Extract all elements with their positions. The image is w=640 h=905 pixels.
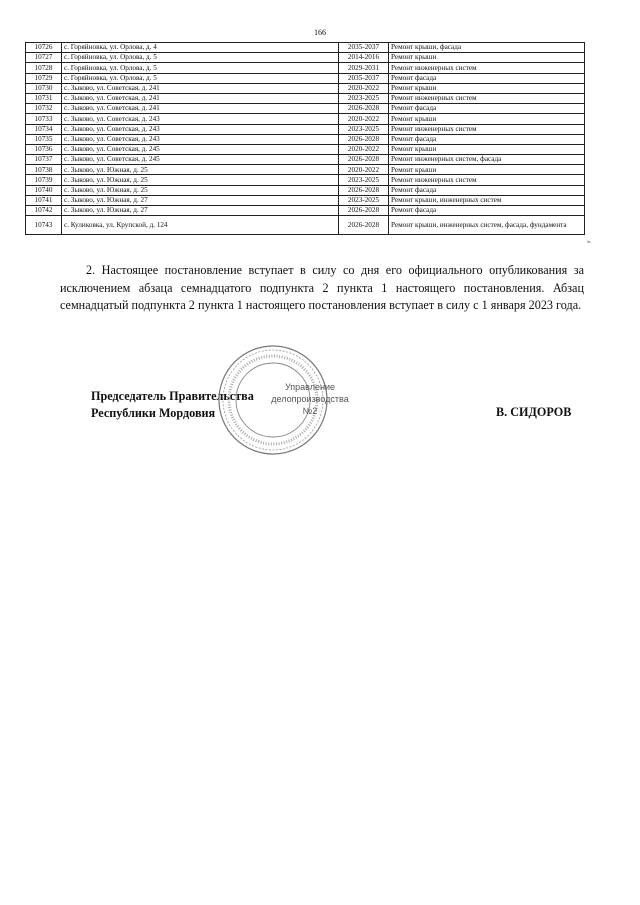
row-address: с. Зыково, ул. Южная, д. 27 — [62, 206, 339, 216]
row-work: Ремонт инженерных систем, фасада — [389, 155, 585, 165]
table-row — [26, 185, 585, 195]
table-row — [26, 216, 585, 235]
row-work: Ремонт фасада — [389, 206, 585, 216]
row-address: с. Зыково, ул. Южная, д. 25 — [62, 165, 339, 175]
row-years: 2026-2028 — [339, 155, 389, 165]
table-row — [26, 165, 585, 175]
row-number: 10736 — [26, 144, 62, 154]
signature-title-line-2: Республики Мордовия — [91, 406, 216, 420]
row-work: Ремонт фасада — [389, 134, 585, 144]
row-work: Ремонт инженерных систем — [389, 63, 585, 73]
row-years: 2020-2022 — [339, 114, 389, 124]
row-address: с. Зыково, ул. Советская, д. 243 — [62, 124, 339, 134]
row-work: Ремонт инженерных систем — [389, 175, 585, 185]
row-work: Ремонт фасада — [389, 185, 585, 195]
table-row — [26, 63, 585, 73]
row-number: 10743 — [26, 216, 62, 235]
row-years: 2023-2025 — [339, 195, 389, 205]
table-row — [26, 73, 585, 83]
row-years: 2023-2025 — [339, 93, 389, 103]
row-address: с. Зыково, ул. Советская, д. 245 — [62, 155, 339, 165]
row-years: 2029-2031 — [339, 63, 389, 73]
table-row — [26, 144, 585, 154]
row-address: с. Зыково, ул. Советская, д. 243 — [62, 114, 339, 124]
row-number: 10741 — [26, 195, 62, 205]
row-years: 2026-2028 — [339, 206, 389, 216]
stamp-text-line-2: делопроизводства — [271, 394, 349, 404]
row-number: 10732 — [26, 104, 62, 114]
row-years: 2023-2025 — [339, 175, 389, 185]
row-work: Ремонт крыши — [389, 53, 585, 63]
table-row — [26, 175, 585, 185]
table-row — [26, 206, 585, 216]
table-row — [26, 134, 585, 144]
row-number: 10728 — [26, 63, 62, 73]
row-number: 10740 — [26, 185, 62, 195]
row-years: 2020-2022 — [339, 165, 389, 175]
row-work: Ремонт крыши — [389, 165, 585, 175]
row-work: Ремонт крыши — [389, 83, 585, 93]
row-address: с. Горяйновка, ул. Орлова, д. 5 — [62, 53, 339, 63]
table-row — [26, 93, 585, 103]
row-work: Ремонт крыши — [389, 144, 585, 154]
table-row — [26, 114, 585, 124]
row-address: с. Горяйновка, ул. Орлова, д. 4 — [62, 43, 339, 53]
row-address: с. Зыково, ул. Южная, д. 25 — [62, 175, 339, 185]
row-number: 10739 — [26, 175, 62, 185]
row-number: 10735 — [26, 134, 62, 144]
row-number: 10737 — [26, 155, 62, 165]
page-number: 166 — [314, 28, 326, 37]
row-work: Ремонт инженерных систем — [389, 124, 585, 134]
row-years: 2026-2028 — [339, 185, 389, 195]
row-address: с. Зыково, ул. Советская, д. 241 — [62, 83, 339, 93]
table-row — [26, 124, 585, 134]
table-row — [26, 43, 585, 53]
signature-title-line-1: Председатель Правительства — [91, 389, 254, 403]
registry-table-body — [26, 43, 585, 235]
row-years: 2035-2037 — [339, 43, 389, 53]
row-work: Ремонт крыши, фасада — [389, 43, 585, 53]
row-number: 10726 — [26, 43, 62, 53]
registry-table — [25, 42, 585, 235]
row-work: Ремонт фасада — [389, 104, 585, 114]
table-closing-quote: ». — [587, 239, 592, 245]
stamp-text-line-3: №2 — [302, 406, 318, 416]
stamp-text-line-1: Управление — [284, 382, 336, 392]
table-row — [26, 195, 585, 205]
row-work: Ремонт фасада — [389, 73, 585, 83]
row-work: Ремонт инженерных систем — [389, 93, 585, 103]
row-number: 10730 — [26, 83, 62, 93]
row-address: с. Зыково, ул. Южная, д. 27 — [62, 195, 339, 205]
table-row — [26, 83, 585, 93]
row-number: 10731 — [26, 93, 62, 103]
row-number: 10734 — [26, 124, 62, 134]
row-years: 2026-2028 — [339, 104, 389, 114]
row-address: с. Зыково, ул. Южная, д. 25 — [62, 185, 339, 195]
row-address: с. Куликовка, ул. Крупской, д. 124 — [62, 216, 339, 235]
row-years: 2023-2025 — [339, 124, 389, 134]
row-years: 2035-2037 — [339, 73, 389, 83]
row-address: с. Горяйновка, ул. Орлова, д. 5 — [62, 63, 339, 73]
row-address: с. Горяйновка, ул. Орлова, д. 5 — [62, 73, 339, 83]
row-years: 2020-2022 — [339, 144, 389, 154]
row-number: 10727 — [26, 53, 62, 63]
row-number: 10742 — [26, 206, 62, 216]
row-years: 2014-2016 — [339, 53, 389, 63]
table-row — [26, 53, 585, 63]
table-row — [26, 155, 585, 165]
table-row — [26, 104, 585, 114]
row-years: 2026-2028 — [339, 216, 389, 235]
row-years: 2020-2022 — [339, 83, 389, 93]
signer-name: В. СИДОРОВ — [496, 405, 572, 419]
row-number: 10729 — [26, 73, 62, 83]
row-address: с. Зыково, ул. Советская, д. 243 — [62, 134, 339, 144]
resolution-paragraph: 2. Настоящее постановление вступает в силу со дня его официального опубликования за исключением абзаца семнадцатого подпункта 2 пункта 1 настоящего постановления. Абзац семнадцатый подпункта 2 пункта 1 настоящего постановления вступает в силу с 1 января 2023 года. — [60, 263, 584, 312]
row-work: Ремонт крыши, инженерных систем, фасада, фундамента — [389, 216, 585, 235]
row-number: 10738 — [26, 165, 62, 175]
row-work: Ремонт крыши — [389, 114, 585, 124]
row-work: Ремонт крыши, инженерных систем — [389, 195, 585, 205]
row-address: с. Зыково, ул. Советская, д. 245 — [62, 144, 339, 154]
row-years: 2026-2028 — [339, 134, 389, 144]
row-address: с. Зыково, ул. Советская, д. 241 — [62, 93, 339, 103]
row-number: 10733 — [26, 114, 62, 124]
row-address: с. Зыково, ул. Советская, д. 241 — [62, 104, 339, 114]
